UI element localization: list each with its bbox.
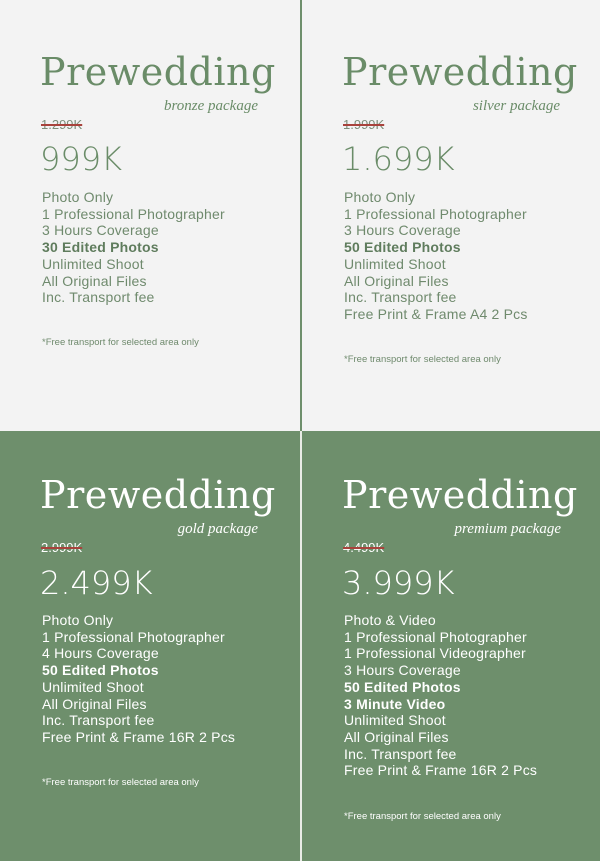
gold-package-card	[0, 431, 300, 861]
feature-item: Free Print & Frame 16R 2 Pcs	[344, 762, 538, 779]
feature-item: All Original Files	[344, 728, 449, 745]
package-price: 1.699K	[342, 140, 455, 178]
package-tier: silver package	[472, 98, 560, 114]
package-title: Prewedding	[342, 473, 578, 517]
feature-item: Inc. Transport fee	[344, 745, 457, 762]
transport-note: *Free transport for selected area only	[42, 337, 199, 348]
feature-item: Photo & Video	[344, 612, 436, 628]
package-title: Prewedding	[342, 50, 578, 94]
feature-item: Photo Only	[42, 612, 114, 628]
package-price: 999K	[40, 140, 123, 178]
original-price: 1.999K	[343, 117, 385, 132]
feature-item: 1 Professional Photographer	[42, 205, 225, 222]
feature-item: Unlimited Shoot	[344, 255, 446, 272]
feature-item: Inc. Transport fee	[42, 289, 155, 306]
feature-item-highlight: 30 Edited Photos	[42, 239, 159, 256]
package-price: 3.999K	[342, 564, 455, 602]
bronze-package-card	[0, 0, 300, 431]
feature-item: All Original Files	[42, 695, 147, 712]
feature-item: Photo Only	[42, 189, 114, 205]
feature-item: 1 Professional Photographer	[344, 205, 527, 222]
package-tier: gold package	[177, 521, 258, 537]
feature-item: 1 Professional Videographer	[344, 645, 526, 662]
feature-item-highlight: 50 Edited Photos	[344, 239, 461, 256]
feature-item: 4 Hours Coverage	[42, 645, 159, 662]
feature-item-highlight: 50 Edited Photos	[42, 662, 159, 679]
feature-item: Free Print & Frame A4 2 Pcs	[344, 305, 528, 322]
feature-item: 3 Hours Coverage	[42, 222, 159, 239]
package-title: Prewedding	[40, 473, 276, 517]
feature-item: Unlimited Shoot	[344, 712, 446, 729]
transport-note: *Free transport for selected area only	[344, 354, 501, 365]
feature-item-highlight: 3 Minute Video	[344, 695, 446, 712]
feature-item: Inc. Transport fee	[344, 289, 457, 306]
divider-bottom	[300, 431, 302, 861]
package-title: Prewedding	[40, 50, 276, 94]
feature-item: 1 Professional Photographer	[344, 628, 527, 645]
feature-list	[344, 612, 537, 779]
feature-list	[42, 612, 235, 746]
package-tier: bronze package	[164, 98, 258, 114]
original-price: 1.299K	[41, 117, 83, 132]
feature-item: Unlimited Shoot	[42, 255, 144, 272]
feature-item: 1 Professional Photographer	[42, 628, 225, 645]
feature-item: All Original Files	[42, 272, 147, 289]
package-tier: premium package	[454, 521, 561, 537]
feature-list	[344, 189, 528, 323]
original-price: 4.499K	[343, 540, 385, 555]
feature-item: All Original Files	[344, 272, 449, 289]
silver-package-card	[302, 0, 600, 431]
feature-item: Inc. Transport fee	[42, 712, 155, 729]
feature-item: 3 Hours Coverage	[344, 222, 461, 239]
feature-list	[42, 189, 225, 306]
feature-item: Unlimited Shoot	[42, 678, 144, 695]
package-price: 2.499K	[40, 564, 153, 602]
feature-item-highlight: 50 Edited Photos	[344, 678, 461, 695]
feature-item: 3 Hours Coverage	[344, 662, 461, 679]
transport-note: *Free transport for selected area only	[344, 811, 501, 822]
transport-note: *Free transport for selected area only	[42, 777, 199, 788]
original-price: 2.999K	[41, 540, 83, 555]
premium-package-card	[302, 431, 600, 861]
feature-item: Free Print & Frame 16R 2 Pcs	[42, 728, 236, 745]
feature-item: Photo Only	[344, 189, 416, 205]
